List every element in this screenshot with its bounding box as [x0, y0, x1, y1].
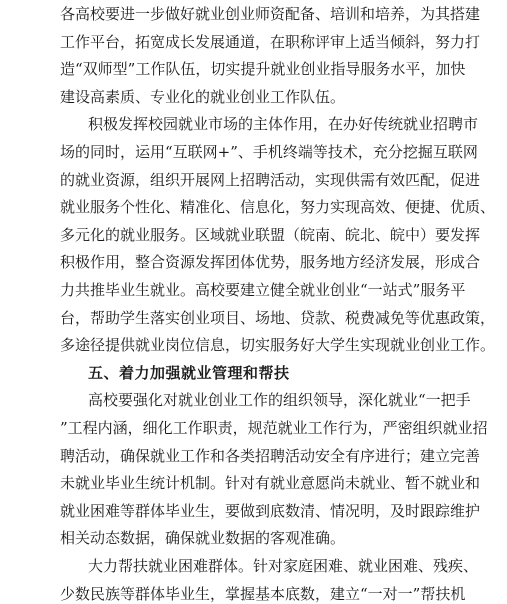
- paragraph-1-line-1: 各高校要进一步做好就业创业师资配备、培训和培养，为其搭建: [60, 5, 481, 23]
- paragraph-2-line-3: 的就业资源，组织开展网上招聘活动，实现供需有效匹配，促进: [60, 170, 481, 189]
- paragraph-2-line-8: 台，帮助学生落实创业项目、场地、贷款、税费减免等优惠政策，: [60, 308, 496, 327]
- paragraph-2-line-1: 积极发挥校园就业市场的主体作用，在办好传统就业招聘市: [88, 115, 479, 134]
- paragraph-2-line-5: 多元化的就业服务。区域就业联盟（皖南、皖北、皖中）要发挥: [60, 225, 481, 244]
- paragraph-1-line-4: 建设高素质、专业化的就业创业工作队伍。: [60, 87, 346, 106]
- paragraph-3-line-1: 高校要强化对就业创业工作的组织领导，深化就业“一把手: [88, 391, 471, 410]
- paragraph-2-line-9: 多途径提供就业岗位信息，切实服务好大学生实现就业创业工作。: [60, 336, 496, 355]
- paragraph-4-line-2: 少数民族等群体毕业生，掌握基本底数，建立“一对一”帮扶机: [60, 584, 466, 603]
- paragraph-3-line-3: 聘活动，确保就业工作和各类招聘活动安全有序进行；建立完善: [60, 446, 481, 465]
- section-heading: 五、着力加强就业管理和帮扶: [88, 363, 290, 382]
- paragraph-1-line-2: 工作平台，拓宽成长发展通道，在职称评审上适当倾斜，努力打: [60, 32, 481, 51]
- paragraph-2-line-6: 积极作用，整合资源发挥团体优势，服务地方经济发展，形成合: [60, 253, 481, 272]
- paragraph-4-line-1: 大力帮扶就业困难群体。针对家庭困难、就业困难、残疾、: [88, 557, 479, 575]
- paragraph-2-line-7: 力共推毕业生就业。高校要建立健全就业创业“一站式”服务平: [60, 281, 466, 299]
- paragraph-3-line-2: ”工程内涵，细化工作职责，规范就业工作行为，严密组织就业招: [60, 419, 488, 437]
- paragraph-2-line-4: 就业服务个性化、精准化、信息化，努力实现高效、便捷、优质、: [60, 198, 496, 217]
- paragraph-3-line-6: 相关动态数据，确保就业数据的客观准确。: [60, 529, 346, 548]
- paragraph-1-line-3: 造“双师型”工作队伍，切实提升就业创业指导服务水平，加快: [60, 60, 466, 79]
- paragraph-3-line-4: 未就业毕业生统计机制。针对有就业意愿尚未就业、暂不就业和: [60, 474, 481, 493]
- paragraph-3-line-5: 就业困难等群体毕业生，要做到底数清、情况明，及时跟踪维护: [60, 501, 481, 520]
- paragraph-2-line-2: 场的同时，运用“互联网+”、手机终端等技术，充分挖掘互联网: [60, 143, 478, 161]
